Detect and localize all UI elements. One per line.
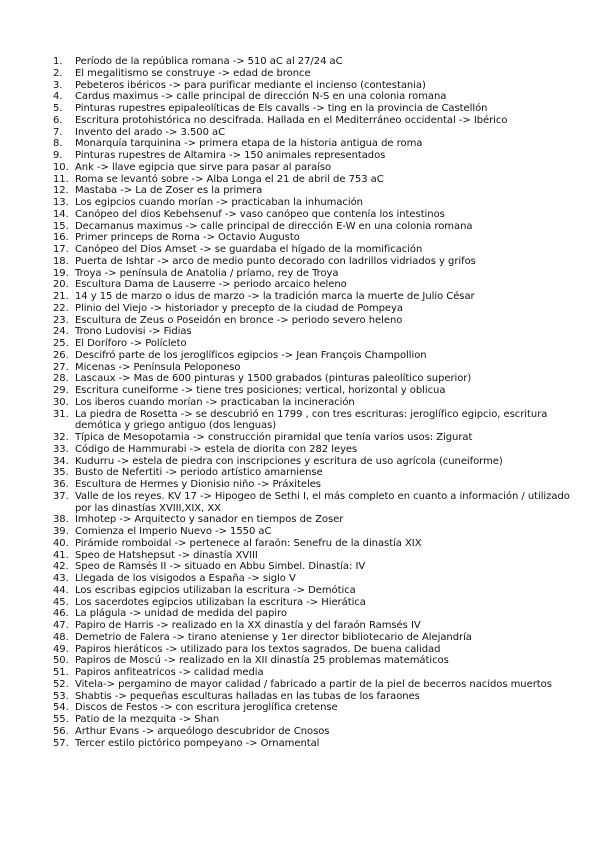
list-item <box>53 279 573 291</box>
list-item <box>53 303 573 315</box>
item-text: Mastaba -> La de Zoser es la primera <box>75 185 263 197</box>
item-text: Arthur Evans -> arqueólogo descubridor de Cnosos <box>75 725 330 737</box>
item-number: 44. <box>53 584 69 596</box>
item-number: 29. <box>53 385 69 396</box>
item-number: 46. <box>53 608 69 620</box>
item-text: Escritura cuneiforme -> tiene tres posiciones; vertical, horizontal y oblicua <box>75 385 446 396</box>
item-number: 3. <box>53 79 63 91</box>
list-item <box>53 644 573 656</box>
list-item <box>53 561 573 573</box>
item-text: Escritura protohistórica no descifrada. Hallada en el Mediterráneo occidental -> Ibérico <box>75 114 508 126</box>
list-item <box>53 597 573 609</box>
list-item <box>53 714 573 726</box>
item-number: 28. <box>53 373 69 385</box>
list-item <box>53 326 573 338</box>
list-item <box>53 632 573 644</box>
item-number: 4. <box>53 91 63 103</box>
item-number: 42. <box>53 561 69 573</box>
item-number: 5. <box>53 103 63 114</box>
item-number: 41. <box>53 549 69 561</box>
list-item <box>53 185 573 197</box>
item-number: 50. <box>53 655 69 667</box>
list-item <box>53 409 573 433</box>
item-text: Código de Hammurabi -> estela de diorita con 282 leyes <box>75 443 358 455</box>
item-text: Papiros de Moscú -> realizado en la XII dinastía 25 problemas matemáticos <box>75 655 449 667</box>
list-item <box>53 385 573 397</box>
item-text: Ank -> llave egipcia que sirve para pasar al paraíso <box>75 161 332 173</box>
list-item <box>53 608 573 620</box>
list-item <box>53 691 573 703</box>
list-item <box>53 491 573 515</box>
list-item <box>53 585 573 597</box>
item-text: Período de la república romana -> 510 aC al 27/24 aC <box>75 56 343 67</box>
list-item <box>53 573 573 585</box>
item-number: 51. <box>53 667 69 678</box>
item-text: El Doríforo -> Polícleto <box>75 338 187 349</box>
list-item <box>53 150 573 162</box>
list-item <box>53 738 573 750</box>
item-number: 54. <box>53 702 69 714</box>
list-item <box>53 444 573 456</box>
list-item <box>53 538 573 550</box>
item-text: El megalitismo se construye -> edad de bronce <box>75 67 311 79</box>
list-item <box>53 127 573 139</box>
item-number: 9. <box>53 150 63 161</box>
item-text: Los egipcios cuando morían -> practicaban la inhumación <box>75 197 363 208</box>
list-item <box>53 209 573 221</box>
list-item <box>53 467 573 479</box>
item-number: 20. <box>53 279 69 291</box>
item-number: 53. <box>53 690 69 702</box>
item-text: Papiros hieráticos -> utilizado para los textos sagrados. De buena calidad <box>75 643 441 655</box>
item-number: 14. <box>53 208 69 220</box>
item-text: Demetrio de Falera -> tirano ateniense y 1er director bibliotecario de Alejandría <box>75 631 472 643</box>
item-text: Pinturas rupestres epipaleolíticas de Els cavalls -> ting en la provincia de Castellón <box>75 103 488 114</box>
list-item <box>53 479 573 491</box>
item-number: 6. <box>53 114 63 126</box>
item-number: 23. <box>53 314 69 326</box>
list-item <box>53 338 573 350</box>
item-text: Invento del arado -> 3.500 aC <box>75 126 226 138</box>
item-text: Cardus maximus -> calle principal de dirección N-S en una colonia romana <box>75 91 447 103</box>
item-text: Los iberos cuando morían -> practicaban la incineración <box>75 396 355 408</box>
item-number: 31. <box>53 408 69 420</box>
item-text: Primer princeps de Roma -> Octavio Augusto <box>75 232 300 244</box>
list-item <box>53 268 573 280</box>
item-text: Vitela-> pergamino de mayor calidad / fabricado a partir de la piel de becerros nacidos muertos <box>75 678 552 690</box>
list-item <box>53 138 573 150</box>
list-item <box>53 162 573 174</box>
list-item <box>53 80 573 92</box>
list-item <box>53 620 573 632</box>
item-text: Llegada de los visigodos a España -> siglo V <box>75 573 296 584</box>
item-text: Canópeo del Dios Amset -> se guardaba el hígado de la momificación <box>75 244 423 255</box>
item-text: Shabtis -> pequeñas esculturas halladas en las tubas de los faraones <box>75 690 420 702</box>
item-number: 18. <box>53 255 69 267</box>
list-item <box>53 514 573 526</box>
list-item <box>53 373 573 385</box>
item-number: 24. <box>53 326 69 338</box>
list-item <box>53 350 573 362</box>
item-text: La plágula -> unidad de medida del papiro <box>75 608 287 620</box>
item-number: 47. <box>53 620 69 631</box>
list-item <box>53 221 573 233</box>
item-number: 35. <box>53 467 69 479</box>
item-number: 36. <box>53 479 69 490</box>
list-item <box>53 56 573 68</box>
item-number: 43. <box>53 573 69 584</box>
item-text: Puerta de Ishtar -> arco de medio punto decorado con ladrillos vidriados y grifos <box>75 255 476 267</box>
list-item <box>53 244 573 256</box>
item-text: Micenas -> Península Peloponeso <box>75 361 241 373</box>
numbered-list <box>53 56 573 749</box>
item-number: 8. <box>53 138 63 150</box>
item-number: 25. <box>53 338 69 349</box>
item-number: 27. <box>53 361 69 373</box>
list-item <box>53 91 573 103</box>
item-number: 38. <box>53 514 69 526</box>
item-number: 16. <box>53 232 69 244</box>
item-number: 57. <box>53 737 69 749</box>
item-number: 12. <box>53 185 69 197</box>
list-item <box>53 702 573 714</box>
list-item <box>53 197 573 209</box>
item-number: 21. <box>53 291 69 302</box>
item-number: 37. <box>53 490 69 502</box>
list-item <box>53 232 573 244</box>
item-text: Papiro de Harris -> realizado en la XX dinastía y del faraón Ramsés IV <box>75 620 421 631</box>
item-text: Discos de Festos -> con escritura jeroglífica cretense <box>75 702 338 714</box>
item-text: Patio de la mezquita -> Shan <box>75 714 220 725</box>
list-item <box>53 655 573 667</box>
list-item <box>53 362 573 374</box>
item-text: Comienza el Imperio Nuevo -> 1550 aC <box>75 526 272 537</box>
item-text: Pirámide romboidal -> pertenece al faraón: Senefru de la dinastía XIX <box>75 537 422 549</box>
item-text: Troya -> península de Anatolia / príamo, rey de Troya <box>75 267 339 279</box>
list-item <box>53 291 573 303</box>
item-number: 39. <box>53 526 69 537</box>
list-item <box>53 256 573 268</box>
item-text: Plinio del Viejo -> historiador y precepto de la ciudad de Pompeya <box>75 302 403 314</box>
item-text: Pebeteros ibéricos -> para purificar mediante el incienso (contestania) <box>75 79 426 91</box>
item-text: Tercer estilo pictórico pompeyano -> Ornamental <box>75 737 320 749</box>
item-text: Los sacerdotes egipcios utilizaban la escritura -> Hierática <box>75 596 366 608</box>
item-text: Speo de Hatshepsut -> dinastía XVIII <box>75 549 258 561</box>
item-number: 40. <box>53 537 69 549</box>
list-item <box>53 103 573 115</box>
item-text: Los escribas egipcios utilizaban la escritura -> Demótica <box>75 584 356 596</box>
item-text: Lascaux -> Mas de 600 pinturas y 1500 grabados (pinturas paleolítico superior) <box>75 373 472 385</box>
list-item <box>53 526 573 538</box>
list-item <box>53 397 573 409</box>
item-number: 19. <box>53 267 69 279</box>
item-number: 52. <box>53 678 69 690</box>
item-text: Descifró parte de los jeroglíficos egipcios -> Jean François Champollion <box>75 349 427 361</box>
item-number: 15. <box>53 220 69 232</box>
list-item <box>53 550 573 562</box>
item-number: 22. <box>53 302 69 314</box>
item-number: 33. <box>53 443 69 455</box>
item-number: 49. <box>53 643 69 655</box>
item-text: Trono Ludovisi -> Fidias <box>75 326 192 338</box>
item-text: Busto de Nefertiti -> periodo artístico amarniense <box>75 467 323 479</box>
item-text: Escultura de Zeus o Poseidón en bronce -> periodo severo heleno <box>75 314 403 326</box>
item-number: 1. <box>53 56 63 67</box>
item-number: 11. <box>53 173 69 185</box>
item-number: 17. <box>53 244 69 255</box>
item-text: Canópeo del dios Kebehsenuf -> vaso canópeo que contenía los intestinos <box>75 208 445 220</box>
item-number: 10. <box>53 161 69 173</box>
item-number: 2. <box>53 67 63 79</box>
list-item <box>53 174 573 186</box>
item-text: La piedra de Rosetta -> se descubrió en 1799 , con tres escrituras: jeroglífico egipcio, escritura demótica y griego antiguo (dos lenguas) <box>75 408 548 432</box>
list-item <box>53 667 573 679</box>
item-number: 26. <box>53 349 69 361</box>
list-item <box>53 68 573 80</box>
item-text: Roma se levantó sobre -> Alba Longa el 21 de abril de 753 aC <box>75 173 384 185</box>
item-number: 55. <box>53 714 69 725</box>
item-text: Valle de los reyes. KV 17 -> Hipogeo de Sethi I, el más completo en cuanto a información / utilizado por las dinastías XVIII,XIX, XX <box>75 490 570 514</box>
list-item <box>53 726 573 738</box>
list-item <box>53 315 573 327</box>
item-text: Papiros anfiteatricos -> calidad media <box>75 667 264 678</box>
item-number: 13. <box>53 197 69 208</box>
item-text: Kudurru -> estela de piedra con inscripciones y escritura de uso agrícola (cuneiforme) <box>75 455 503 467</box>
item-text: Monarquía tarquinina -> primera etapa de la historia antigua de roma <box>75 138 423 150</box>
item-text: Decamanus maximus -> calle principal de dirección E-W en una colonia romana <box>75 220 473 232</box>
item-text: 14 y 15 de marzo o idus de marzo -> la tradición marca la muerte de Julio César <box>75 291 475 302</box>
item-text: Típica de Mesopotamia -> construcción piramidal que tenía varios usos: Zigurat <box>75 432 473 443</box>
list-item <box>53 115 573 127</box>
item-number: 56. <box>53 725 69 737</box>
item-number: 45. <box>53 596 69 608</box>
item-text: Imhotep -> Arquitecto y sanador en tiempos de Zoser <box>75 514 344 526</box>
list-item <box>53 679 573 691</box>
item-text: Speo de Ramsés II -> situado en Abbu Simbel. Dinastía: IV <box>75 561 366 573</box>
item-text: Pinturas rupestres de Altamira -> 150 animales representados <box>75 150 386 161</box>
item-text: Escultura de Hermes y Dionisio niño -> Práxiteles <box>75 479 321 490</box>
list-item <box>53 432 573 444</box>
item-number: 7. <box>53 126 63 138</box>
item-number: 32. <box>53 432 69 443</box>
item-number: 30. <box>53 396 69 408</box>
item-text: Escultura Dama de Lauserre -> periodo arcaico heleno <box>75 279 347 291</box>
item-number: 48. <box>53 631 69 643</box>
list-item <box>53 456 573 468</box>
item-number: 34. <box>53 455 69 467</box>
